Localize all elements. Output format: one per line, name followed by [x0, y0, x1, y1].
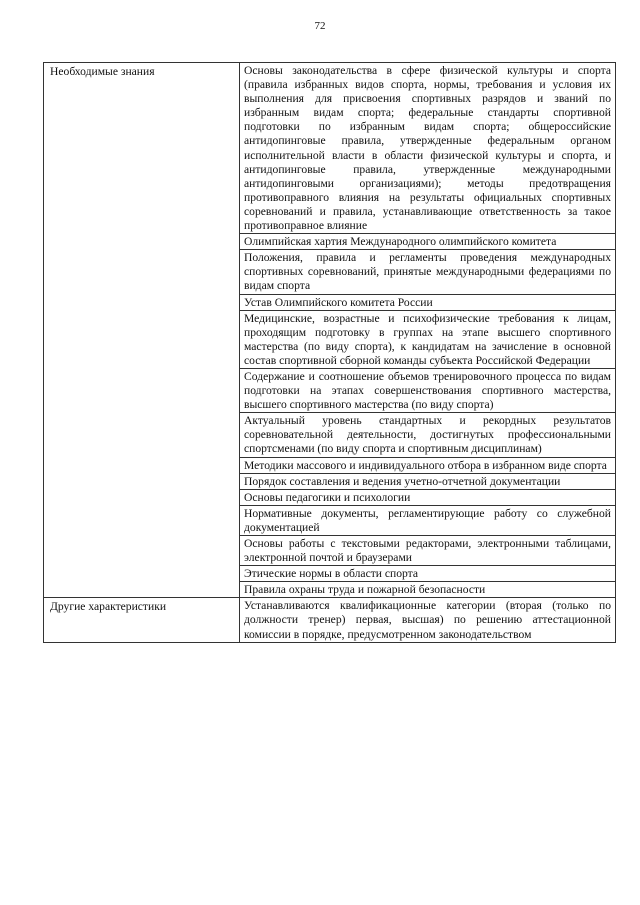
knowledge-item: Олимпийская хартия Международного олимпийского комитета	[240, 234, 616, 250]
knowledge-item: Нормативные документы, регламентирующие работу со служебной документацией	[240, 505, 616, 535]
page-number: 72	[314, 20, 326, 32]
knowledge-item: Этические нормы в области спорта	[240, 566, 616, 582]
other-item: Устанавливаются квалификационные категории (вторая (только по должности тренер) первая, высшая) по решению аттестационной комиссии в порядке, предусмотренном законодательством	[240, 598, 616, 642]
knowledge-item: Порядок составления и ведения учетно-отчетной документации	[240, 473, 616, 489]
requirements-table	[43, 62, 616, 643]
knowledge-item: Правила охраны труда и пожарной безопасности	[240, 582, 616, 598]
knowledge-item: Положения, правила и регламенты проведения международных спортивных соревнований, принятые международными федерациями по видам спорта	[240, 250, 616, 294]
knowledge-item: Содержание и соотношение объемов тренировочного процесса по видам подготовки на этапах совершенствования спортивного мастерства, высшего спортивного мастерства (по виду спорта)	[240, 368, 616, 412]
knowledge-item: Основы педагогики и психологии	[240, 489, 616, 505]
table-row	[44, 63, 616, 234]
knowledge-item: Основы работы с текстовыми редакторами, электронными таблицами, электронной почтой и браузерами	[240, 536, 616, 566]
knowledge-item: Основы законодательства в сфере физической культуры и спорта (правила избранных видов спорта, нормы, требования и условия их выполнения для присвоения спортивных разрядов и званий по избранным видам спорта; федеральные стандарты спортивной подготовки по избранным видам спорта; общероссийские антидопинговые правила, утвержденные федеральным органом исполнительной власти в области физической культуры и спорта, и антидопинговые правила, утвержденные международными антидопинговыми организациями); методы предотвращения противоправного влияния на результаты официальных спортивных соревнований и правила, устанавливающие ответственность за такое противоправное влияние	[240, 63, 616, 234]
knowledge-item: Актуальный уровень стандартных и рекордных результатов соревновательной деятельности, достигнутых профессиональными спортсменами (по виду спорта и спортивным дисциплинам)	[240, 413, 616, 457]
knowledge-item: Методики массового и индивидуального отбора в избранном виде спорта	[240, 457, 616, 473]
section-label-knowledge: Необходимые знания	[44, 63, 240, 598]
section-label-other: Другие характеристики	[44, 598, 240, 642]
knowledge-item: Медицинские, возрастные и психофизические требования к лицам, проходящим подготовку в группах на этапе высшего спортивного мастерства (по виду спорта), к кандидатам на зачисление в основной состав спортивной сборной команды субъекта Российской Федерации	[240, 310, 616, 368]
knowledge-item: Устав Олимпийского комитета России	[240, 294, 616, 310]
table-row	[44, 598, 616, 642]
